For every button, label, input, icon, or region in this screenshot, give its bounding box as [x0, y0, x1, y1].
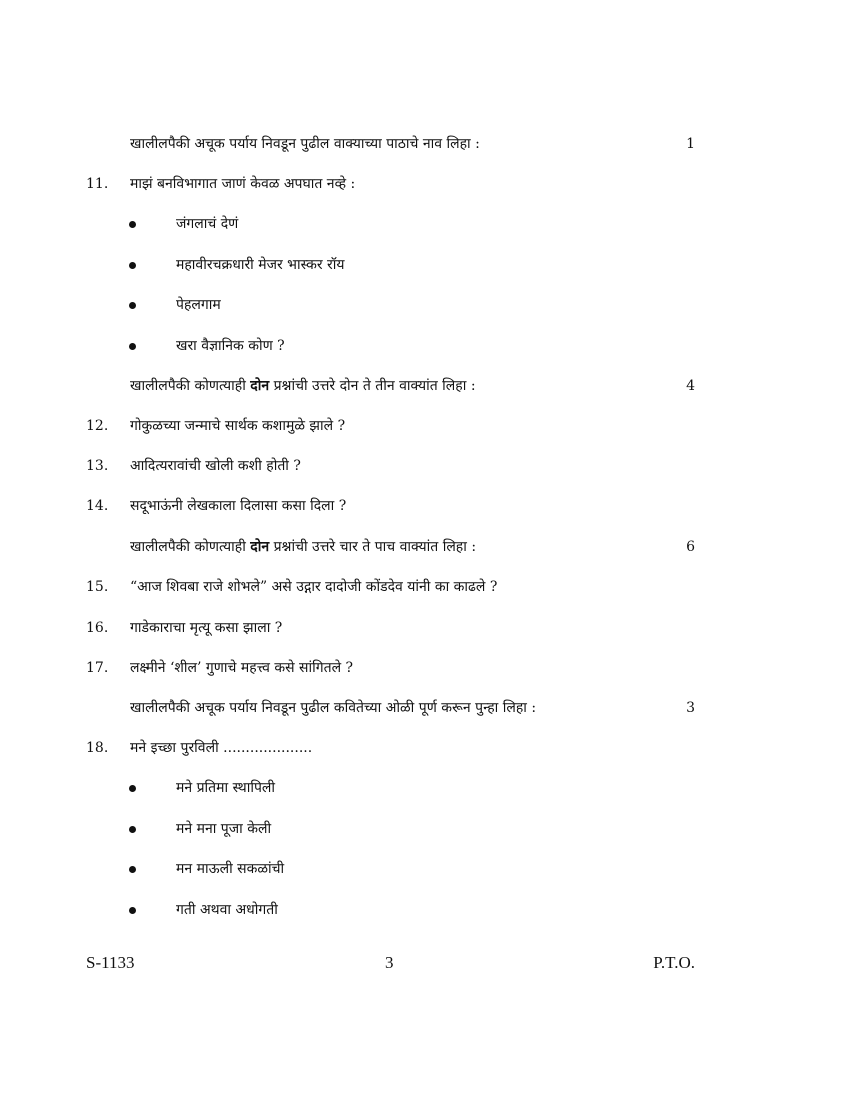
marks-d: 3	[686, 700, 695, 716]
bullet-icon	[129, 343, 136, 350]
instruction-b-bold: दोन	[250, 378, 270, 394]
marks-a: 1	[686, 136, 695, 152]
question-number-11: 11.	[86, 176, 109, 192]
instruction-c-post: प्रश्नांची उत्तरे चार ते पाच वाक्यांत लिहा :	[273, 539, 477, 555]
question-number-18: 18.	[86, 740, 109, 756]
question-number-14: 14.	[86, 498, 109, 514]
please-turn-over: P.T.O.	[653, 953, 695, 972]
question-number-15: 15.	[86, 579, 109, 595]
page-number: 3	[385, 953, 394, 972]
option-18-4: गती अथवा अधोगती	[176, 902, 278, 918]
option-11-1: जंगलाचं देणं	[176, 216, 239, 232]
instruction-b	[130, 376, 476, 396]
option-18-1: मने प्रतिमा स्थापिली	[176, 780, 276, 796]
option-18-3: मन माऊली सकळांची	[176, 861, 285, 877]
bullet-icon	[129, 907, 136, 914]
question-number-16: 16.	[86, 620, 109, 636]
question-number-13: 13.	[86, 458, 109, 474]
instruction-b-post: प्रश्नांची उत्तरे दोन ते तीन वाक्यांत लिहा :	[273, 378, 476, 394]
question-number-12: 12.	[86, 418, 109, 434]
bullet-icon	[129, 302, 136, 309]
instruction-c	[130, 537, 476, 557]
option-11-4: खरा वैज्ञानिक कोण ?	[176, 338, 285, 354]
question-number-17: 17.	[86, 660, 109, 676]
question-text-16: गाडेकाराचा मृत्यू कसा झाला ?	[130, 620, 283, 636]
bullet-icon	[129, 221, 136, 228]
instruction-c-pre: खालीलपैकी कोणत्याही	[130, 539, 246, 555]
instruction-c-bold: दोन	[250, 539, 270, 555]
question-text-14: सदूभाऊंनी लेखकाला दिलासा कसा दिला ?	[130, 498, 347, 514]
option-11-2: महावीरचक्रधारी मेजर भास्कर रॉय	[176, 257, 345, 273]
bullet-icon	[129, 866, 136, 873]
marks-b: 4	[686, 378, 695, 394]
bullet-icon	[129, 785, 136, 792]
question-text-12: गोकुळच्या जन्माचे सार्थक कशामुळे झाले ?	[130, 418, 346, 434]
bullet-icon	[129, 262, 136, 269]
instruction-b-pre: खालीलपैकी कोणत्याही	[130, 378, 246, 394]
instruction-d: खालीलपैकी अचूक पर्याय निवडून पुढील कवितेच्या ओळी पूर्ण करून पुन्हा लिहा :	[130, 700, 537, 716]
option-18-2: मने मना पूजा केली	[176, 821, 272, 837]
question-text-17: लक्ष्मीने ‘शील’ गुणाचे महत्त्व कसे सांगितले ?	[130, 660, 354, 676]
question-text-13: आदित्यरावांची खोली कशी होती ?	[130, 458, 301, 474]
paper-code: S-1133	[86, 953, 135, 972]
question-text-15: “आज शिवबा राजे शोभले” असे उद्गार दादोजी कोंडदेव यांनी का काढले ?	[130, 579, 498, 595]
option-11-3: पेहलगाम	[176, 297, 221, 313]
marks-c: 6	[686, 539, 695, 555]
question-text-11: माझं बनविभागात जाणं केवळ अपघात नव्हे :	[130, 176, 356, 192]
bullet-icon	[129, 826, 136, 833]
instruction-a: खालीलपैकी अचूक पर्याय निवडून पुढील वाक्याच्या पाठाचे नाव लिहा :	[130, 136, 480, 152]
question-text-18: मने इच्छा पुरविली ....................	[130, 740, 313, 756]
